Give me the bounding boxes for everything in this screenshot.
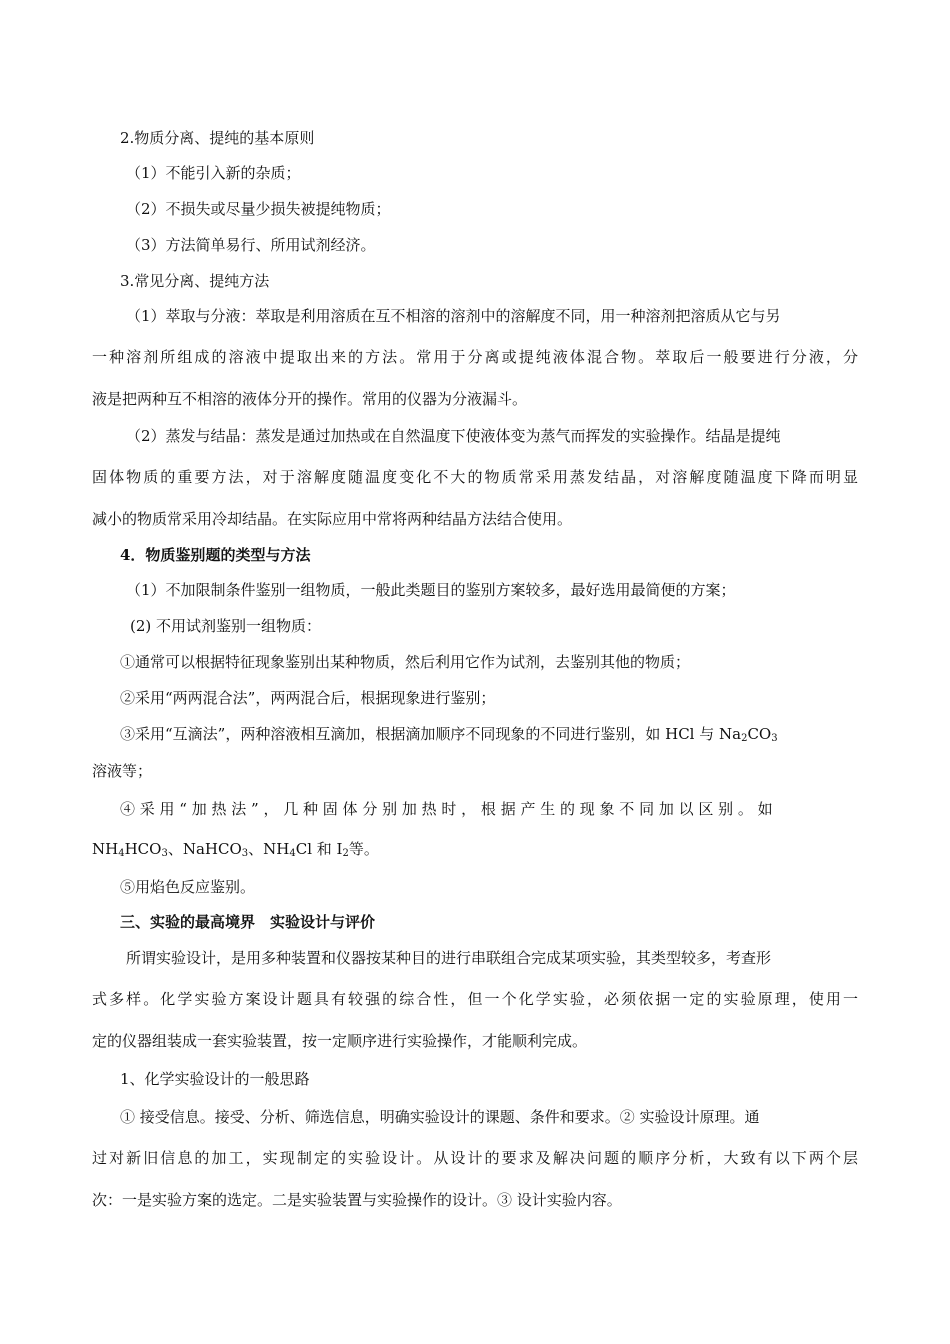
subscript: 2 [741, 733, 748, 744]
section-three-heading: 三、实验的最高境界 实验设计与评价 [120, 913, 376, 931]
formula-part: Cl 和 I [295, 840, 343, 858]
subscript: 2 [342, 848, 349, 859]
design-paragraph-line-3: 定的仪器组装成一套实验装置，按一定顺序进行实验操作，才能顺利完成。 [92, 1032, 588, 1050]
method-3-line-2: 溶液等； [92, 762, 153, 780]
method-4-line-1: ④ 采 用 “ 加 热 法 ” ， 几 种 固 体 分 别 加 热 时 ， 根 据 产 生 的 现 象 不 同 加 以 区 别 。 如 [120, 800, 773, 818]
method-1: ①通常可以根据特征现象鉴别出某种物质，然后利用它作为试剂，去鉴别其他的物质； [120, 653, 691, 671]
identification-item-2: (2) 不用试剂鉴别一组物质： [130, 617, 322, 635]
identification-item-1: （1）不加限制条件鉴别一组物质，一般此类题目的鉴别方案较多，最好选用最简便的方案； [126, 581, 736, 599]
design-subheading: 1、化学实验设计的一般思路 [120, 1070, 310, 1088]
design-paragraph-line-2: 式多样。化学实验方案设计题具有较强的综合性，但一个化学实验，必须依据一定的实验原理，使用一 [92, 990, 858, 1008]
evaporation-line-3: 减小的物质常采用冷却结晶。在实际应用中常将两种结晶方法结合使用。 [92, 510, 573, 528]
design-approach-line-2: 过对新旧信息的加工，实现制定的实验设计。从设计的要求及解决问题的顺序分析，大致有以下两个层 [92, 1149, 858, 1167]
subscript: 4 [118, 848, 125, 859]
section-2-heading: 2.物质分离、提纯的基本原则 [120, 129, 315, 147]
formula-part: CO [747, 725, 772, 743]
formula-part: NH [92, 840, 119, 858]
method-5: ⑤用焰色反应鉴别。 [120, 878, 256, 896]
design-approach-line-1: ① 接受信息。接受、分析、筛选信息，明确实验设计的课题、条件和要求。② 实验设计原理。通 [120, 1108, 760, 1126]
design-approach-line-3: 次：一是实验方案的选定。二是实验装置与实验操作的设计。③ 设计实验内容。 [92, 1191, 622, 1209]
extraction-line-1: （1）萃取与分液：萃取是利用溶质在互不相溶的溶剂中的溶解度不同，用一种溶剂把溶质从它与另 [126, 307, 781, 325]
formula-part: HCO [124, 840, 162, 858]
formula-part: 等。 [348, 840, 379, 858]
method-2: ②采用“两两混合法”，两两混合后，根据现象进行鉴别； [120, 689, 496, 707]
section-3-heading: 3.常见分离、提纯方法 [120, 272, 270, 290]
subscript: 3 [161, 848, 168, 859]
principle-1: （1）不能引入新的杂质； [126, 164, 301, 182]
principle-3: （3）方法简单易行、所用试剂经济。 [126, 236, 376, 254]
extraction-line-3: 液是把两种互不相溶的液体分开的操作。常用的仪器为分液漏斗。 [92, 390, 528, 408]
method-4-line-2 [92, 839, 379, 859]
method-3-line-1 [120, 724, 778, 744]
design-paragraph-line-1: 所谓实验设计，是用多种装置和仪器按某种目的进行串联组合完成某项实验，其类型较多，考查形 [126, 949, 772, 967]
section-4-heading: 4．物质鉴别题的类型与方法 [120, 546, 311, 564]
subscript: 3 [771, 733, 778, 744]
principle-2: （2）不损失或尽量少损失被提纯物质； [126, 200, 391, 218]
extraction-line-2: 一种溶剂所组成的溶液中提取出来的方法。常用于分离或提纯液体混合物。萃取后一般要进行分液，分 [92, 348, 858, 366]
evaporation-line-2: 固体物质的重要方法，对于溶解度随温度变化不大的物质常采用蒸发结晶，对溶解度随温度下降而明显 [92, 468, 858, 486]
evaporation-line-1: （2）蒸发与结晶：蒸发是通过加热或在自然温度下使液体变为蒸气而挥发的实验操作。结晶是提纯 [126, 427, 781, 445]
method-3-text: ③采用“互滴法”，两种溶液相互滴加，根据滴加顺序不同现象的不同进行鉴别，如 HCl 与 Na [120, 725, 742, 743]
formula-part: 、NaHCO [167, 840, 242, 858]
subscript: 4 [289, 848, 296, 859]
formula-part: 、NH [248, 840, 290, 858]
subscript: 3 [241, 848, 249, 859]
